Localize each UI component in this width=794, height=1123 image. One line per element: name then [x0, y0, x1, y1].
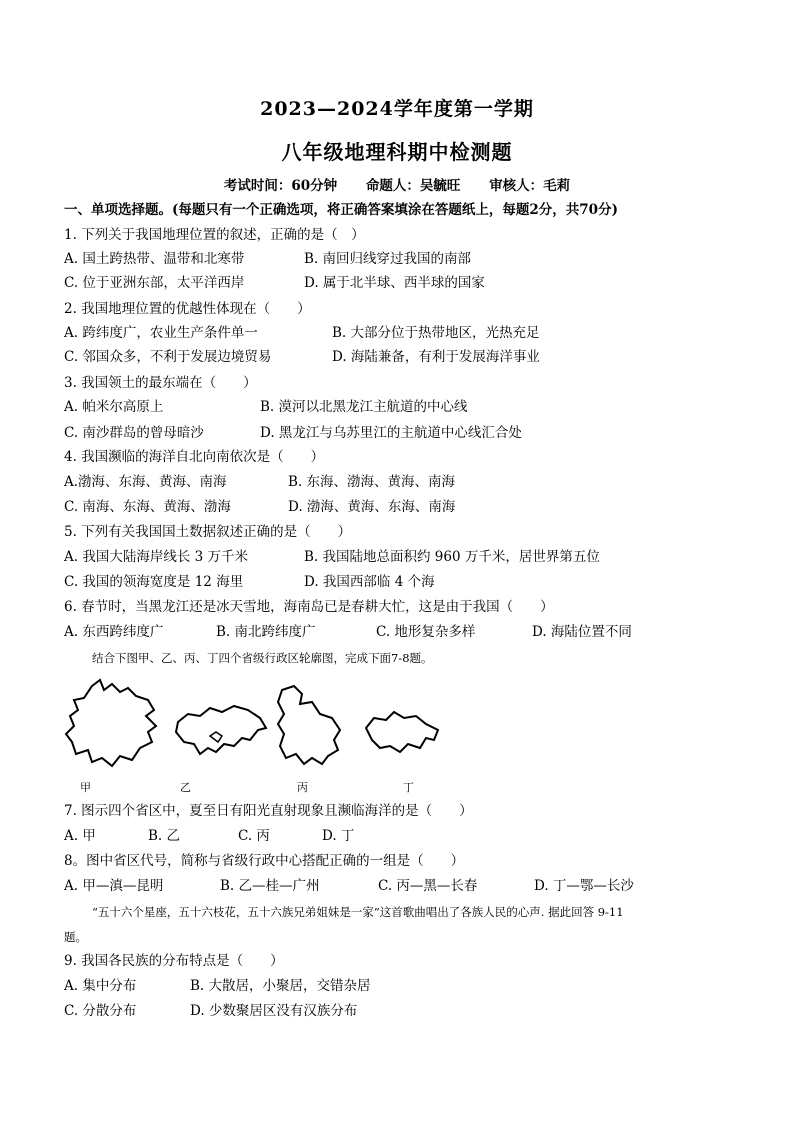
question-stem: 2. 我国地理位置的优越性体现在（ ）: [64, 301, 311, 317]
exam-meta: [0, 174, 794, 194]
question-stem: 5. 下列有关我国国土数据叙述正确的是（ ）: [64, 524, 352, 540]
option-a: A. 国土跨热带、温带和北寒带: [64, 251, 245, 267]
option-a: A. 东西跨纬度广: [64, 624, 164, 640]
option-b: B. 大散居，小聚居，交错杂居: [190, 978, 371, 994]
option-c: C. 丙: [238, 828, 270, 844]
option-d: D. 黑龙江与乌苏里江的主航道中心线汇合处: [260, 425, 522, 441]
option-d: D. 属于北半球、西半球的国家: [304, 275, 485, 291]
option-c: C. 丙—黑—长春: [378, 878, 478, 894]
section-heading: 一、单项选择题。(每题只有一个正确选项，将正确答案填涂在答题纸上，每题2分，共70分): [64, 202, 618, 218]
map-label-jia: 甲: [80, 781, 91, 794]
map-label-yi: 乙: [180, 781, 191, 794]
map-instruction: 结合下图甲、乙、丙、丁四个省级行政区轮廓图，完成下面7-8题。: [92, 651, 433, 665]
question-stem: 4. 我国濒临的海洋自北向南依次是（ ）: [64, 449, 325, 465]
exam-subject-title: 八年级地理科期中检测题: [281, 140, 513, 164]
option-b: B. 大部分位于热带地区，光热充足: [332, 325, 540, 341]
passage-intro-cont: 题。: [64, 930, 87, 944]
option-d: D. 丁—鄂—长沙: [534, 878, 634, 894]
option-b: B. 东海、渤海、黄海、南海: [288, 474, 456, 490]
option-a: A. 集中分布: [64, 978, 137, 994]
option-a: A.渤海、东海、黄海、南海: [64, 474, 227, 490]
option-c: C. 分散分布: [64, 1003, 137, 1019]
map-label-bing: 丙: [297, 781, 308, 794]
option-b: B. 南北跨纬度广: [216, 624, 316, 640]
option-d: D. 丁: [322, 828, 355, 844]
option-a: A. 我国大陆海岸线长 3 万千米: [64, 549, 249, 565]
option-d: D. 少数聚居区没有汉族分布: [190, 1003, 358, 1019]
option-b: B. 南回归线穿过我国的南部: [304, 251, 472, 267]
option-a: A. 帕米尔高原上: [64, 399, 164, 415]
question-stem: 8。图中省区代号，简称与省级行政中心搭配正确的一组是（ ）: [64, 853, 465, 869]
option-b: B. 漠河以北黑龙江主航道的中心线: [260, 399, 468, 415]
option-c: C. 邻国众多，不利于发展边境贸易: [64, 349, 272, 365]
option-d: D. 海陆兼备，有利于发展海洋事业: [332, 349, 540, 365]
province-map-yi: [170, 700, 270, 758]
province-map-bing: [272, 684, 344, 768]
province-map-jia: [62, 676, 164, 774]
option-c: C. 位于亚洲东部，太平洋西岸: [64, 275, 245, 291]
option-a: A. 甲: [64, 828, 96, 844]
question-stem: 3. 我国领土的最东端在（ ）: [64, 375, 257, 391]
option-b: B. 乙: [148, 828, 181, 844]
option-b: B. 乙—桂—广州: [220, 878, 320, 894]
option-d: D. 我国西部临 4 个海: [304, 574, 435, 590]
option-c: C. 地形复杂多样: [376, 624, 476, 640]
option-d: D. 渤海、黄海、东海、南海: [288, 499, 456, 515]
exam-time: 考试时间：60分钟: [223, 178, 338, 194]
province-map-ding: [360, 708, 444, 756]
option-c: C. 我国的领海宽度是 12 海里: [64, 574, 244, 590]
question-stem: 9. 我国各民族的分布特点是（ ）: [64, 953, 284, 969]
option-a: A. 甲—滇—昆明: [64, 878, 164, 894]
option-d: D. 海陆位置不同: [532, 624, 632, 640]
question-stem: 6. 春节时，当黑龙江还是冰天雪地，海南岛已是春耕大忙，这是由于我国（ ）: [64, 599, 554, 615]
passage-intro: “五十六个星座，五十六枝花，五十六族兄弟姐妹是一家”这首歌曲唱出了各族人民的心声. 据此回答 9-11: [92, 905, 624, 919]
question-stem: 7. 图示四个省区中，夏至日有阳光直射现象且濒临海洋的是（ ）: [64, 803, 473, 819]
exam-term-title: 2023—2024学年度第一学期: [260, 98, 534, 120]
option-a: A. 跨纬度广，农业生产条件单一: [64, 325, 258, 341]
exam-author: 命题人：吴毓旺: [365, 178, 461, 194]
option-c: C. 南沙群岛的曾母暗沙: [64, 425, 204, 441]
option-b: B. 我国陆地总面积约 960 万千米，居世界第五位: [304, 549, 600, 565]
option-c: C. 南海、东海、黄海、渤海: [64, 499, 231, 515]
map-label-ding: 丁: [403, 781, 414, 794]
question-stem: 1. 下列关于我国地理位置的叙述，正确的是（ ）: [64, 227, 365, 243]
exam-reviewer: 审核人：毛莉: [489, 178, 571, 194]
